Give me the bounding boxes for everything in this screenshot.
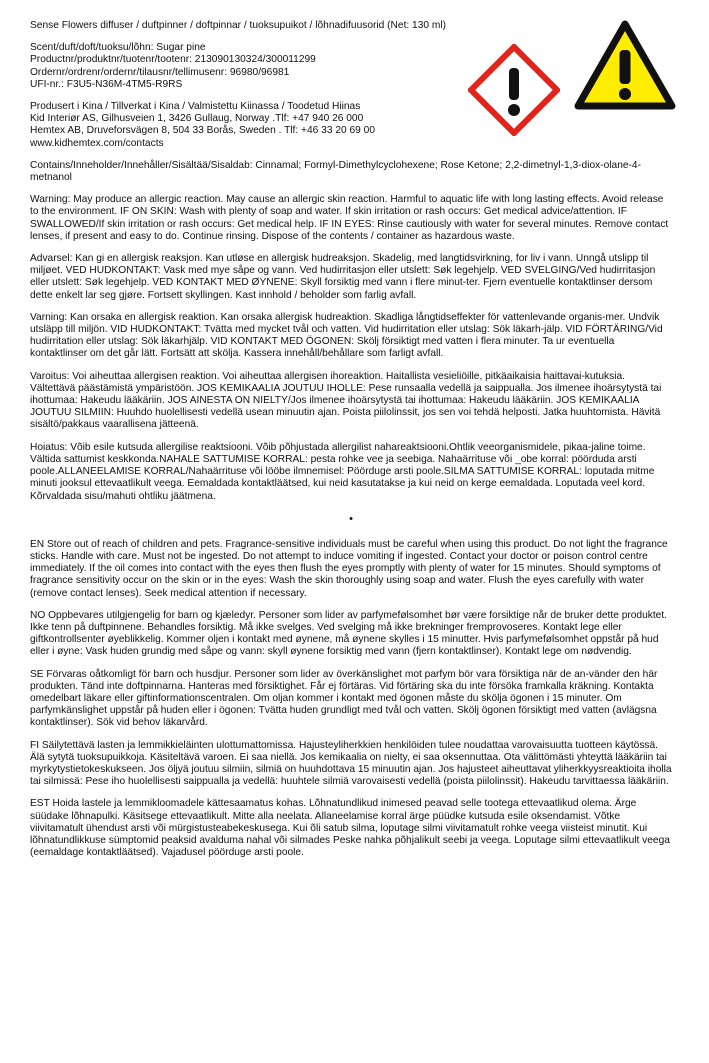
instructions-no: NO Oppbevares utilgjengelig for barn og kjæledyr. Personer som lider av parfymefølsomhet bør være forsiktige når de bruker dette produktet. Ikke tenn på duftpinnene. Behandles forsiktig. Må ikke svelges. Ved svelging må ikke brekninger fremprovoseres. Kontakt lege eller giftkontrollsenter øyeblikkelig. Kommer oljen i kontakt med øynene, må øynene skylles i 15 minutter. Hvis parfymefølsomhet oppstår på hud eller i øyne: Vask huden grundig med såpe og vann: skyll øynene forsiktig med vann (fjern kontaktlinser). Kontakt lege om nødvendig. (30, 609, 668, 658)
separator-bullet: • (349, 512, 353, 525)
label-document (30, 20, 672, 869)
product-info (30, 42, 450, 91)
kid-interior-address: Kid Interiør AS, Gilhusveien 1, 3426 Gullaug, Norway .Tlf: +47 940 26 000 (30, 113, 364, 125)
warning-en: Warning: May produce an allergic reaction. May cause an allergic skin reaction. Harmful to aquatic life with long lasting effects. Avoid release to the environment. IF ON SKIN: Wash with plenty of soap and water. If skin irritation or rash occurs: Get medical advice/attention. IF SWALLOWED/If skin irritation or rash occurs: Get medical help. IF IN EYES: Rinse cautiously with water for several minutes. Remove contact lenses, if present and easy to do. Continue rinsing. Dispose of the contents / container as hazardous waste. (30, 194, 669, 242)
instructions-en: EN Store out of reach of children and pets. Fragrance-sensitive individuals must be careful when using this product. Do not light the fragrance sticks. Handle with care. Must not be ingested. Do not attempt to induce vomiting if ingested. Contact your doctor or poison control centre immediately. If the oil comes into contact with the eyes then flush the eyes promptly with plenty of water for 15 minutes. Should symptoms of fragrance sensitivity occur on the skin or in the eyes: Wash the skin thoroughly using soap and water. Flush the eyes carefully with water (remove contact lenses). Seek medical attention if necessary. (30, 538, 668, 599)
product-title: Sense Flowers diffuser / duftpinner / doftpinnar / tuoksupuikot / lõhnadifuusorid (Net: 130 ml) (30, 20, 447, 31)
ufi-line: UFI-nr.: F3U5-N36M-4TM5-R9RS (30, 78, 183, 90)
made-in-line: Produsert i Kina / Tillverkat i Kina / Valmistettu Kiinassa / Toodetud Hiinas (30, 101, 361, 113)
contains-paragraph: Contains/Inneholder/Innehåller/Sisältää/Sisaldab: Cinnamal; Formyl-Dimethylcyclohexene; Rose Ketone; 2,2-dimetnyl-1,3-diox-olane-4-metnanol (30, 159, 641, 184)
contacts-url: www.kidhemtex.com/contacts (30, 137, 164, 149)
scent-line: Scent/duft/doft/tuoksu/lõhn: Sugar pine (30, 42, 206, 54)
instructions-fi: FI Säilytettävä lasten ja lemmikkieläinten ulottumattomissa. Hajusteyliherkkien henkilöiden tulee noudattaa varovaisuutta tuotteen käytössä. Älä sytytä tuoksupuikkoja. Käsiteltävä varoen. Ei saa niellä. Jos kemikaalia on nielty, ei saa oksennuttaa. Ota välittömästi yhteyttä lääkäriin tai myrkytystietokeskukseen. Jos öljyä joutuu silmiin, silmiä on huuhdottava 15 minuutin ajan. Jos hajusteet aiheuttavat yliherkkyysreaktioita iholla tai silmissä: Pese iho huolellisesti saippualla ja vedellä: huuhtele silmiä varovaisesti vedellä (poista piilolinssit). Hakeudu tarvittaessa lääkäriin. (30, 739, 672, 788)
warning-no: Advarsel: Kan gi en allergisk reaksjon. Kan utløse en allergisk hudreaksjon. Skadelig, med langtidsvirkning, for liv i vann. Unngå utslipp til miljøet. VED HUDKONTAKT: Vask med mye såpe og vann. Ved hudirritasjon eller utslett: Søk legehjelp. VED SVELGING/Ved hudirritasjon eller utslett: Søk legehjelp. VED KONTAKT MED ØYNENE: Skyll forsiktig med vann i flere minut-ter. Fjern eventuelle kontaktlinser dersom dette enkelt lar seg gjøre. Fortsett skyllingen. Kast innhold / beholder som farlig avfall. (30, 253, 656, 301)
warning-se: Varning: Kan orsaka en allergisk reaktion. Kan orsaka allergisk hudreaktion. Skadliga långtidseffekter för vattenlevande organis-mer. Undvik utsläpp till miljön. VID HUDKONTAKT: Tvätta med mycket tvål och vatten. Vid hudirritation eller utslag: Sök läkarh-jälp. VID FÖRTÄRING/Vid hudirritation eller utslag: Sök läkarhjälp. VID KONTAKT MED ÖGONEN: Skölj försiktigt med vatten i flera minuter. Ta ur eventuella kontaktlinser om det går lätt. Fortsätt att skölja. Kassera innehåll/behållare som farligt avfall. (30, 311, 663, 360)
order-number-line: Ordernr/ordrenr/ordernr/tilausnr/tellimusenr: 96980/96981 (30, 66, 290, 78)
product-number-line: Productnr/produktnr/tuotenr/tootenr: 213090130324/300011299 (30, 54, 316, 66)
instructions-est: EST Hoida lastele ja lemmikloomadele kättesaamatus kohas. Lõhnatundlikud inimesed peavad selle tootega ettevaatlikud olema. Ärge süüdake lõhnapulki. Käsitsege ettevaatlikult. Mitte alla neelata. Allaneelamise korral ärge püüdke kutsuda esile oksendamist. Võtke viivitamatult ühendust arsti või mürgistusteabekeskusega. Kui õli satub silma, loputage silmi viivitamatult rohke veega viisteist minutit. Kui lõhnatundlikkuse sümptomid peaksid avalduma nahal või silmades Peske nahka põhjalikult seebi ja veega. Loputage silmi ettevaatlikult veega (eemaldage kontaktläätsed). Vajadusel pöörduge arsti poole. (30, 798, 670, 859)
producer-info (30, 101, 672, 150)
warning-est: Hoiatus: Võib esile kutsuda allergilise reaktsiooni. Võib põhjustada allergilist nahareaktsiooni.Ohtlik veeorganismidele, pikaa-jaline toime. Vältida sattumist keskkonda.NAHALE SATTUMISE KORRAL: pesta rohke vee ja seebiga. Nahaärrituse või _obe korral: pöörduda arsti poole.ALLANEELAMISE KORRAL/Nahaärrituse või lööbe ilmnemisel: Pöörduge arsti poole.SILMA SATTUMISE KORRAL: loputada mitme minuti jooksul ettevaatlikult veega. Eemaldada kontaktläätsed, kui neid kasutatakse ja kui neid on kerge eemaldada. Loputada veel kord. Kõrvaldada sisu/mahuti ohtliku jäätmena. (30, 441, 655, 502)
hemtex-address: Hemtex AB, Druveforsvägen 8, 504 33 Borås, Sweden . Tlf: +46 33 20 69 00 (30, 125, 375, 137)
warning-fi: Varoitus: Voi aiheuttaa allergisen reaktion. Voi aiheuttaa allergisen ihoreaktion. Haitallista vesieliöille, pitkäaikaisia haittavai-kutuksia. Vältettävä päästämistä ympäristöön. JOS KEMIKAALIA JOUTUU IHOLLE: Pese runsaalla vedellä ja saippualla. Jos ilmenee ihoärsytystä tai ihottumaa: Hakeudu lääkäriin. JOS AINESTA ON NIELTY/Jos ilmenee ihoärsytystä tai ihottumaa: Hakeudu lääkäriin. JOS KEMIKAALIA JOUTUU SILMIIN: Huuhdo huolellisesti vedellä usean minuutin ajan. Poista piilolinssit, jos sen voi tehdä helposti. Jatka huuhtomista. Hävitä sisältö/pakkaus vaarallisena jätteenä. (30, 370, 662, 431)
instructions-se: SE Förvaras oåtkomligt för barn och husdjur. Personer som lider av överkänslighet mot parfym bör vara försiktiga när de an-vänder den här produkten. Tänd inte doftpinnarna. Hanteras med försiktighet. Får ej förtäras. Vid förtäring ska du inte försöka framkalla kräkning. Kontakta omedelbart läkare eller giftinformationscentralen. Om oljan kommer i kontakt med ögonen måste du skölja ögonen i 15 minuter. Om parfymkänslighet uppstår på huden eller i ögonen: Tvätta huden grundligt med tvål och vatten. Skölj ögonen försiktigt med vatten (avlägsna kontaktlinser). Sök vid behov läkarvård. (30, 668, 658, 729)
